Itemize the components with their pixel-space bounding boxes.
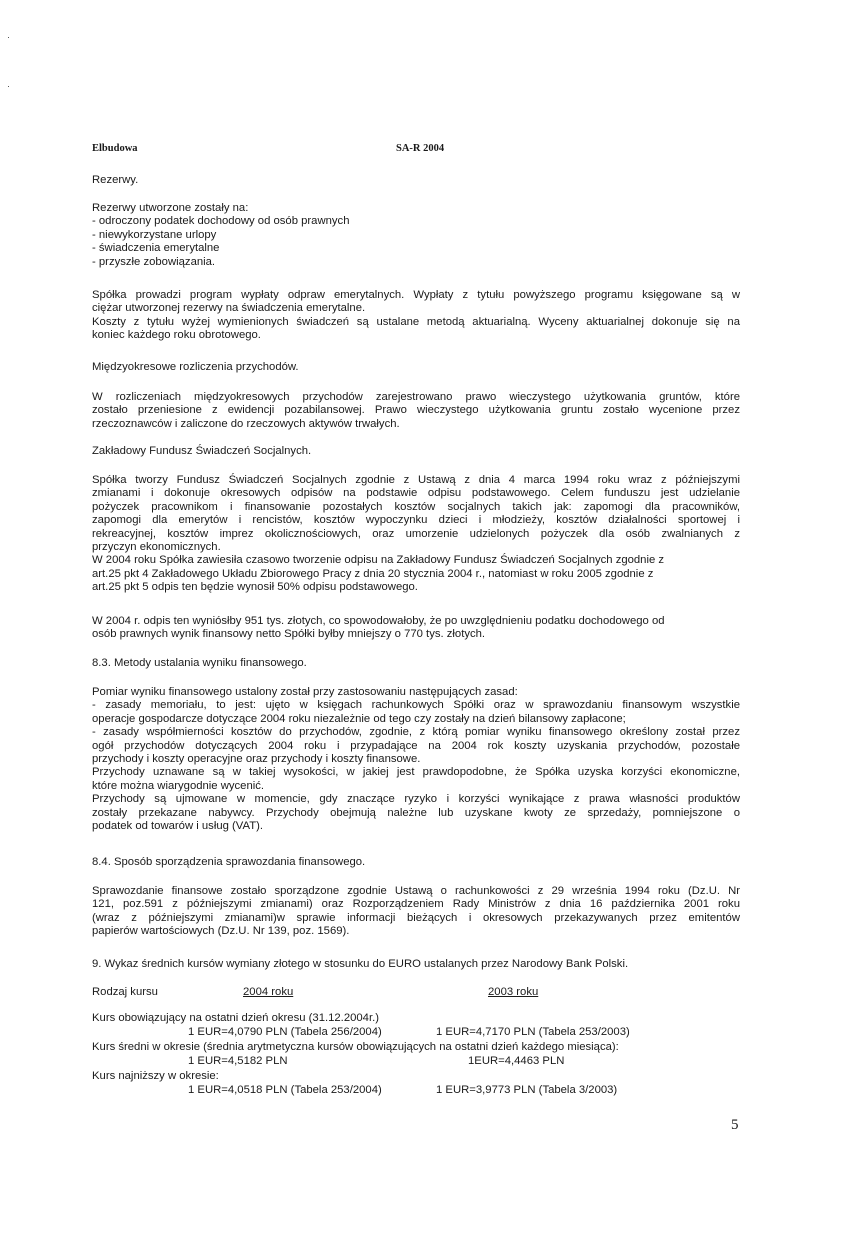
text-line: operacje gospodarcze dotyczące 2004 roku niezależnie od tego czy zostały na dzień bilansowy zapłacone; (92, 712, 626, 725)
text-line: osób prawnych wynik finansowy netto Spółki byłby mniejszy o 770 tys. złotych. (92, 628, 486, 641)
text-line: podatek od towarów i usług (VAT). (92, 820, 263, 833)
section-heading-kursy: 9. Wykaz średnich kursów wymiany złotego w stosunku do EURO ustalanych przez Narodowy Bank Polski. (92, 958, 629, 970)
rate-row-label: Kurs najniższy w okresie: (92, 1070, 219, 1082)
miedzyokresowe-paragraph (92, 391, 740, 431)
sposob-paragraph (92, 885, 740, 939)
text-line: - zasady memoriału, to jest: ujęto w księgach rachunkowych Spółki oraz w sprawozdaniu finansowym wszystkie (92, 699, 740, 712)
rezerwy-list (92, 202, 740, 269)
header-company: Elbudowa (92, 143, 138, 154)
text-line: papierów wartościowych (Dz.U. Nr 139, poz. 1569). (92, 925, 350, 938)
text-line: ciężar utworzonej rezerwy na świadczenia emerytalne. (92, 302, 366, 315)
rate-row-label: Kurs średni w okresie (średnia arytmetyczna kursów obowiązujących na ostatni dzień każdego miesiąca): (92, 1041, 619, 1053)
scan-speck (8, 37, 9, 38)
text-line: Koszty z tytułu wyżej wymienionych świadczeń są ustalane metodą aktuarialną. Wyceny aktuarialnej dokonuje się na (92, 315, 740, 328)
text-line: przyczyn ekonomicznych. (92, 541, 221, 554)
header-report-code: SA-R 2004 (396, 143, 445, 154)
zfss-paragraph-3 (92, 615, 740, 642)
column-header-2004: 2004 roku (243, 986, 294, 998)
text-line: Spółka tworzy Fundusz Świadczeń Socjalnych zgodnie z Ustawą z dnia 4 marca 1994 roku wraz z późniejszymi (92, 474, 740, 486)
text-line: przychody i koszty operacyjne oraz przychody i koszty finansowe. (92, 753, 421, 766)
text-line: Sprawozdanie finansowe zostało sporządzone zgodnie Ustawą o rachunkowości z 29 września 1994 roku (Dz.U. Nr (92, 885, 740, 897)
rezerwy-intro: Rezerwy utworzone zostały na: (92, 202, 249, 214)
list-item: - odroczony podatek dochodowy od osób prawnych (92, 215, 350, 228)
text-line: W 2004 roku Spółka zawiesiła czasowo tworzenie odpisu na Zakładowy Fundusz Świadczeń Socjalnych zgodnie z (92, 554, 665, 567)
list-item: - świadczenia emerytalne (92, 242, 220, 255)
section-heading-zfss: Zakładowy Fundusz Świadczeń Socjalnych. (92, 445, 312, 457)
text-line: które można wiarygodnie wycenić. (92, 779, 265, 792)
list-item: - przyszłe zobowiązania. (92, 255, 216, 268)
text-line: art.25 pkt 5 odpis ten będzie wynosił 50% odpisu podstawowego. (92, 581, 418, 594)
rate-value-2004: 1 EUR=4,0790 PLN (Tabela 256/2004) (188, 1026, 382, 1038)
text-line: zmianami i dokonuje okresowych odpisów na podstawie odpisu podstawowego. Celem funduszu jest udzielanie (92, 487, 740, 500)
text-line: zostało przeniesione z ewidencji pozabilansowej. Prawo wieczystego użytkowania gruntu zostało wycenione przez (92, 404, 740, 417)
section-heading-miedzyokresowe: Międzyokresowe rozliczenia przychodów. (92, 361, 299, 373)
metody-paragraph (92, 686, 740, 833)
zfss-paragraph-1 (92, 474, 740, 595)
list-item: - niewykorzystane urlopy (92, 228, 217, 241)
page-number: 5 (731, 1117, 739, 1133)
rate-value-2003: 1EUR=4,4463 PLN (468, 1055, 565, 1067)
text-line: 121, poz.591 z późniejszymi zmianami) oraz Rozporządzeniem Rady Ministrów z dnia 16 października 2001 roku (92, 898, 740, 911)
text-line: W 2004 r. odpis ten wyniósłby 951 tys. złotych, co spowodowałoby, że po uwzględnieniu podatku dochodowego od (92, 615, 665, 627)
text-line: W rozliczeniach międzyokresowych przychodów zarejestrowano prawo wieczystego użytkowania gruntów, które (92, 391, 740, 403)
text-line: rekreacyjnej, kosztów imprez okolicznościowych, oraz umorzenie udzielonych pożyczek dla osób zwalnianych z (92, 527, 740, 540)
column-header-2003: 2003 roku (488, 986, 539, 998)
scan-speck (8, 86, 9, 87)
text-line: pożyczek pracownikom i finansowanie pozostałych kosztów socjalnych takich jak: zapomogi dla pracowników, (92, 500, 740, 513)
text-line: - zasady współmierności kosztów do przychodów, zgodnie, z którą pomiar wyniku finansowego określony został przez (92, 726, 740, 739)
column-header-label: Rodzaj kursu (92, 986, 158, 998)
section-heading-sposob: 8.4. Sposób sporządzenia sprawozdania finansowego. (92, 856, 366, 868)
rate-row-label: Kurs obowiązujący na ostatni dzień okresu (31.12.2004r.) (92, 1012, 379, 1024)
text-line: koniec każdego roku obrotowego. (92, 329, 261, 342)
rate-value-2003: 1 EUR=4,7170 PLN (Tabela 253/2003) (436, 1026, 630, 1038)
text-line: Pomiar wyniku finansowego ustalony został przy zastosowaniu następujących zasad: (92, 686, 518, 698)
text-line: art.25 pkt 4 Zakładowego Układu Zbiorowego Pracy z dnia 20 stycznia 2004 r., natomiast w roku 2005 zgodnie z (92, 567, 654, 580)
text-line: zapomogi dla emerytów i rencistów, kosztów wypoczynku dzieci i młodzieży, kosztów działalności sportowej i (92, 514, 740, 527)
text-line: ogół przychodów dotyczących 2004 roku i przypadające na 2004 rok koszty uzyskania przychodów, pozostałe (92, 739, 740, 752)
text-line: zostały przekazane nabywcy. Przychody obejmują należne lub uzyskane kwoty ze sprzedaży, pomniejszone o (92, 806, 740, 819)
rate-value-2003: 1 EUR=3,9773 PLN (Tabela 3/2003) (436, 1084, 618, 1096)
rate-value-2004: 1 EUR=4,0518 PLN (Tabela 253/2004) (188, 1084, 382, 1096)
text-line: rzeczoznawców i zaliczone do rzeczowych aktywów trwałych. (92, 417, 400, 430)
rate-value-2004: 1 EUR=4,5182 PLN (188, 1055, 288, 1067)
text-line: Spółka prowadzi program wypłaty odpraw emerytalnych. Wypłaty z tytułu powyższego programu księgowane są w (92, 289, 740, 301)
section-heading-metody: 8.3. Metody ustalania wyniku finansowego. (92, 657, 307, 669)
text-line: Przychody są ujmowane w momencie, gdy znaczące ryzyko i korzyści wynikające z prawa własności produktów (92, 793, 740, 806)
rezerwy-paragraph (92, 289, 740, 343)
text-line: (wraz z późniejszymi zmianami)w sprawie informacji bieżących i okresowych przekazywanych przez emitentów (92, 911, 740, 924)
section-heading-rezerwy: Rezerwy. (92, 174, 139, 186)
text-line: Przychody uznawane są w takiej wysokości, w jakiej jest prawdopodobne, że Spółka uzyska korzyści ekonomiczne, (92, 766, 740, 779)
